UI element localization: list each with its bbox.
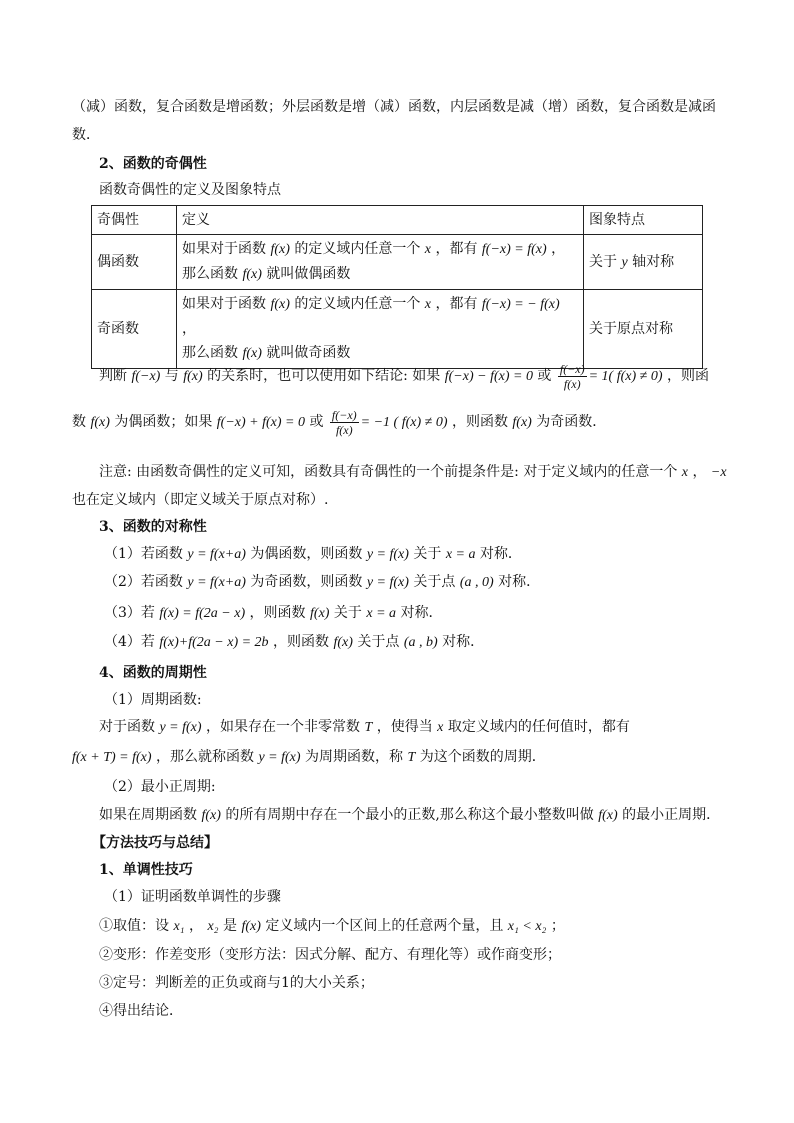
table-header-row [92, 206, 703, 235]
math: y = f(x+a) [187, 575, 246, 590]
text: 数 [72, 414, 91, 430]
math: f(−x) [131, 369, 161, 384]
parity-table [91, 205, 703, 369]
text: 关于原点对称 [589, 320, 673, 337]
text: 对称． [396, 605, 443, 621]
fraction-denominator: f(x) [563, 376, 581, 391]
paragraph-line [99, 805, 720, 826]
math: f(x) [270, 242, 290, 257]
text: 关于点 [352, 634, 404, 650]
text: 关于点 [408, 574, 460, 590]
math: f(x)+f(2a − x) = 2b [159, 635, 269, 650]
text: 如果对于函数 [182, 296, 271, 312]
math: x [424, 297, 432, 312]
list-item: ③定号：判断差的正负或商与1的大小关系； [99, 975, 374, 991]
math: f(x) [90, 415, 110, 430]
text: 关于 [408, 546, 446, 562]
text: （4）若 [104, 634, 160, 650]
math: (a , 0) [459, 575, 494, 590]
text: ，都有 [431, 241, 482, 257]
text: 为周期函数，称 [300, 749, 408, 765]
math: x [424, 242, 432, 257]
text: （1）若函数 [104, 546, 188, 562]
math: y = f(x) [159, 720, 202, 735]
math: T [407, 750, 416, 765]
math: f(−x) = f(x) [481, 242, 547, 257]
math: y = f(x) [366, 575, 409, 590]
fraction [558, 362, 587, 391]
text: 与 [160, 368, 184, 384]
text: ， [184, 918, 208, 934]
list-item: ②变形：作差变形（变形方法：因式分解、配方、有理化等）或作商变形； [99, 947, 561, 963]
math: x [681, 465, 689, 480]
text: 是 [218, 918, 242, 934]
table-row [92, 290, 703, 369]
math: f(−x) = − f(x) [481, 297, 560, 312]
text: （3）若 [104, 605, 160, 621]
math: x [437, 720, 444, 735]
table-header-cell: 图象特点 [584, 206, 703, 235]
text: 或 [532, 368, 556, 384]
text: 的关系时，也可以使用如下结论: 如果 [202, 368, 445, 384]
section-title-parity: 2、函数的奇偶性 [99, 156, 207, 172]
text: 对于函数 [99, 719, 160, 735]
list-item [104, 572, 540, 593]
paragraph-line [99, 360, 709, 393]
text: 就叫做奇函数 [261, 345, 351, 361]
table-cell-type: 奇函数 [92, 290, 177, 369]
math: f(x) [310, 606, 330, 621]
math: f(x) = f(2a − x) [159, 606, 246, 621]
text: ，则函 [662, 368, 709, 384]
text: 取定义域内的任何值时，都有 [443, 719, 630, 735]
text: 的最小正周期． [617, 807, 721, 823]
text: 或 [305, 414, 328, 430]
list-item [99, 916, 565, 937]
text: ，则函数 [245, 605, 311, 621]
text: 那么函数 [182, 345, 243, 361]
text: 判断 [99, 368, 132, 384]
section-subtitle: 函数奇偶性的定义及图象特点 [99, 182, 281, 198]
section-subtitle: 1、单调性技巧 [99, 862, 193, 878]
text: 如果在周期函数 [99, 807, 202, 823]
text: 注意: 由函数奇偶性的定义可知，函数具有奇偶性的一个前提条件是: 对于定义域内的任意一个 [99, 464, 682, 480]
text: ， [546, 241, 566, 257]
math: −x [710, 465, 727, 480]
paragraph-line [72, 406, 606, 439]
math: f(x + T) = f(x) [72, 750, 152, 765]
text: 为奇函数，则函数 [245, 574, 367, 590]
math: f(−x) + f(x) = 0 [216, 415, 305, 430]
math: x = a [366, 606, 397, 621]
text: 轴对称 [627, 253, 675, 270]
paragraph-line [99, 462, 727, 483]
section-title-methods: 【方法技巧与总结】 [92, 835, 218, 851]
math: = −1 ( f(x) ≠ 0) [360, 415, 448, 430]
list-item [104, 632, 484, 653]
table-header-cell: 定义 [177, 206, 584, 235]
math: = 1( f(x) ≠ 0) [588, 369, 663, 384]
table-cell-definition [177, 290, 584, 369]
text: 对称． [493, 574, 541, 590]
text: 为偶函数；如果 [109, 414, 217, 430]
paragraph-line: 数． [72, 127, 100, 143]
math: f(x) [242, 267, 262, 282]
text: 那么函数 [182, 266, 243, 282]
math: x₂ [207, 919, 219, 934]
text: ，则函数 [268, 634, 334, 650]
text: 的定义域内任意一个 [289, 241, 425, 257]
text: ，则函数 [447, 414, 513, 430]
math: f(x) [241, 919, 261, 934]
math: y [621, 254, 628, 270]
section-title-symmetry: 3、函数的对称性 [99, 519, 207, 535]
table-cell-definition [177, 235, 584, 290]
table-cell-feature [584, 290, 703, 369]
math: x₁ [173, 919, 185, 934]
text: 的所有周期中存在一个最小的正数,那么称这个最小整数叫做 [220, 807, 599, 823]
table-header-cell: 奇偶性 [92, 206, 177, 235]
list-item: （1）证明函数单调性的步骤 [104, 889, 281, 905]
math: T [364, 720, 373, 735]
section-title-periodicity: 4、函数的周期性 [99, 665, 207, 681]
list-item: ④得出结论． [99, 1003, 183, 1019]
math: f(x) [598, 808, 618, 823]
text: 为偶函数，则函数 [245, 546, 367, 562]
math: y = f(x) [258, 750, 301, 765]
text: ，那么就称函数 [151, 749, 259, 765]
text: 对称． [475, 546, 522, 562]
math: y = f(x+a) [187, 547, 246, 562]
math: f(x) [270, 297, 290, 312]
math: y = f(x) [366, 547, 409, 562]
text: 为这个函数的周期． [415, 749, 546, 765]
table-cell-type: 偶函数 [92, 235, 177, 290]
fraction [330, 408, 359, 437]
math: (a , b) [403, 635, 438, 650]
list-item: （2）最小正周期: [104, 779, 216, 795]
fraction-numerator: f(−x) [331, 407, 357, 422]
text: ， [182, 321, 196, 337]
list-item [104, 603, 442, 624]
math: f(x) [183, 369, 203, 384]
math: f(x) [201, 808, 221, 823]
text: 为奇函数． [531, 414, 607, 430]
text: 定义域内一个区间上的任意两个量，且 [260, 918, 508, 934]
fraction-numerator: f(−x) [559, 361, 585, 376]
math: f(−x) − f(x) = 0 [444, 369, 533, 384]
text: ； [546, 918, 565, 934]
table-cell-feature [584, 235, 703, 290]
math: x = a [445, 547, 476, 562]
list-item [104, 544, 522, 565]
text: 对称． [437, 634, 485, 650]
list-item: （1）周期函数: [104, 692, 202, 708]
math: f(x) [242, 346, 262, 361]
text: 就叫做偶函数 [261, 266, 351, 282]
text: 关于 [589, 253, 622, 270]
text: 关于 [329, 605, 367, 621]
text: ，使得当 [372, 719, 438, 735]
paragraph-line: 也在定义域内（即定义域关于原点对称）. [72, 492, 329, 508]
text: ，都有 [431, 296, 482, 312]
fraction-denominator: f(x) [335, 422, 353, 437]
table-row [92, 235, 703, 290]
paragraph-line [99, 717, 630, 738]
paragraph-line [72, 747, 546, 768]
math: f(x) [512, 415, 532, 430]
math: x₁ < x₂ [507, 919, 547, 934]
text: ，如果存在一个非零常数 [201, 719, 365, 735]
math: f(x) [333, 635, 353, 650]
text: ， [688, 464, 711, 480]
paragraph-line: （减）函数，复合函数是增函数；外层函数是增（减）函数，内层函数是减（增）函数，复合函数是减函 [72, 99, 716, 115]
text: （2）若函数 [104, 574, 188, 590]
text: ①取值：设 [99, 918, 174, 934]
text: 如果对于函数 [182, 241, 271, 257]
text: 的定义域内任意一个 [289, 296, 425, 312]
